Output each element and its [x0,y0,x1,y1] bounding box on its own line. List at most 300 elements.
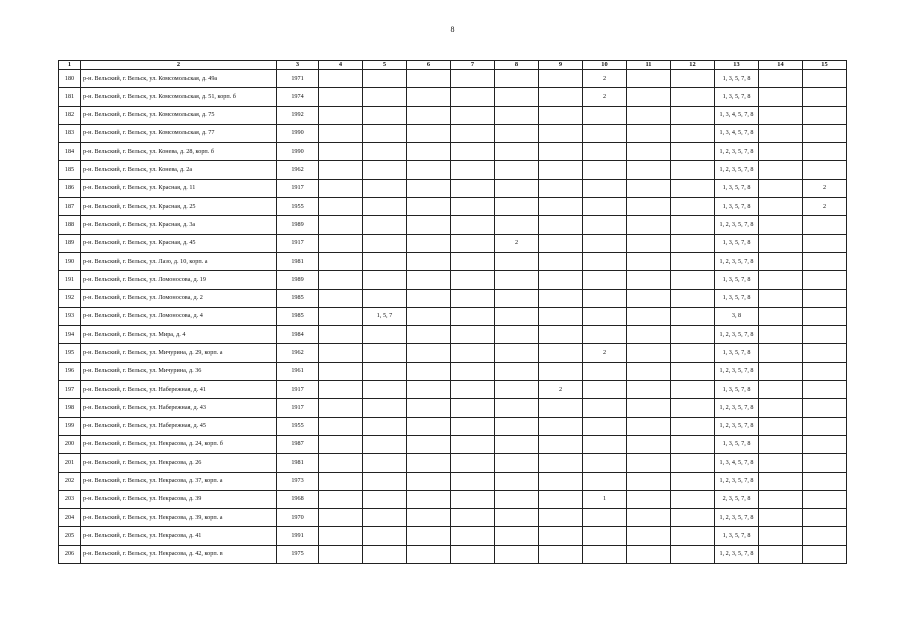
table-cell [759,472,803,490]
year-cell: 1961 [277,362,319,380]
address-cell: р-н. Вельский, г. Вельск, ул. Красная, д. 45 [81,234,277,252]
table-cell: 1, 3, 5, 7, 8 [715,70,759,88]
table-row [59,509,847,527]
table-cell: 1, 3, 5, 7, 8 [715,234,759,252]
table-cell [583,198,627,216]
table-cell: 1, 2, 3, 5, 7, 8 [715,545,759,563]
table-row [59,161,847,179]
address-cell: р-н. Вельский, г. Вельск, ул. Ломоносова, д. 19 [81,271,277,289]
table-row [59,381,847,399]
table-cell [539,454,583,472]
table-cell [759,252,803,270]
year-cell: 1981 [277,454,319,472]
year-cell: 1991 [277,527,319,545]
table-cell [495,124,539,142]
table-cell [363,454,407,472]
table-cell [627,454,671,472]
table-cell [495,454,539,472]
table-cell [319,344,363,362]
table-cell [495,252,539,270]
table-cell [803,216,847,234]
row-number-cell: 188 [59,216,81,234]
table-cell [407,106,451,124]
year-cell: 1971 [277,70,319,88]
address-cell: р-н. Вельский, г. Вельск, ул. Некрасова, д. 39, корп. а [81,509,277,527]
table-cell [759,399,803,417]
table-cell [583,435,627,453]
address-cell: р-н. Вельский, г. Вельск, ул. Некрасова, д. 41 [81,527,277,545]
table-cell [803,399,847,417]
table-cell [539,490,583,508]
table-cell [803,490,847,508]
table-cell [627,179,671,197]
table-cell [363,106,407,124]
table-cell [583,179,627,197]
table-cell [451,527,495,545]
page-number: 8 [450,25,455,34]
table-cell [451,307,495,325]
table-cell [319,417,363,435]
year-cell: 1975 [277,545,319,563]
table-cell: 1, 5, 7 [363,307,407,325]
table-cell [539,289,583,307]
row-number-cell: 193 [59,307,81,325]
table-cell [319,179,363,197]
table-row [59,435,847,453]
table-cell [583,472,627,490]
table-cell [539,143,583,161]
table-cell [319,161,363,179]
address-register-table [58,60,847,564]
row-number-cell: 201 [59,454,81,472]
table-cell [671,381,715,399]
table-cell [451,106,495,124]
table-cell [363,545,407,563]
table-cell [495,490,539,508]
table-cell [407,143,451,161]
table-cell: 2 [803,179,847,197]
table-row [59,399,847,417]
table-cell [627,88,671,106]
year-cell: 1962 [277,161,319,179]
table-cell [319,124,363,142]
row-number-cell: 190 [59,252,81,270]
year-cell: 1985 [277,289,319,307]
table-body [59,70,847,564]
year-cell: 1970 [277,509,319,527]
row-number-cell: 189 [59,234,81,252]
table-cell [407,70,451,88]
table-cell [407,179,451,197]
table-cell [583,326,627,344]
table-cell [539,70,583,88]
table-cell [671,271,715,289]
table-cell: 2 [803,198,847,216]
table-cell [671,509,715,527]
column-header: 12 [671,61,715,70]
table-cell [407,490,451,508]
table-cell [671,106,715,124]
column-header: 4 [319,61,363,70]
table-cell [671,88,715,106]
row-number-cell: 204 [59,509,81,527]
table-cell [363,490,407,508]
table-cell [495,417,539,435]
table-row [59,454,847,472]
row-number-cell: 196 [59,362,81,380]
table-row [59,198,847,216]
table-cell [627,143,671,161]
year-cell: 1990 [277,124,319,142]
table-row [59,490,847,508]
address-cell: р-н. Вельский, г. Вельск, ул. Набережная, д. 45 [81,417,277,435]
table-cell [319,399,363,417]
table-cell [451,289,495,307]
table-cell [759,490,803,508]
table-cell [319,70,363,88]
table-cell [583,124,627,142]
table-cell [671,454,715,472]
table-cell [451,326,495,344]
table-cell [671,399,715,417]
table-cell [407,234,451,252]
table-cell [451,417,495,435]
table-cell [627,216,671,234]
table-cell [803,545,847,563]
table-cell: 1, 3, 4, 5, 7, 8 [715,124,759,142]
table-cell [671,161,715,179]
table-cell [803,381,847,399]
address-cell: р-н. Вельский, г. Вельск, ул. Комсомольская, д. 51, корп. б [81,88,277,106]
table-cell [495,472,539,490]
table-cell [671,435,715,453]
table-cell: 2 [583,70,627,88]
table-cell [803,509,847,527]
table-cell [495,271,539,289]
table-cell: 1, 3, 5, 7, 8 [715,344,759,362]
address-cell: р-н. Вельский, г. Вельск, ул. Некрасова, д. 24, корп. б [81,435,277,453]
year-cell: 1968 [277,490,319,508]
table-cell [539,106,583,124]
table-cell [759,381,803,399]
table-cell [363,326,407,344]
table-cell [627,399,671,417]
table-cell [759,307,803,325]
address-cell: р-н. Вельский, г. Вельск, ул. Ломоносова, д. 2 [81,289,277,307]
address-cell: р-н. Вельский, г. Вельск, ул. Красная, д. 3а [81,216,277,234]
table-cell [671,344,715,362]
table-cell: 1, 2, 3, 5, 7, 8 [715,472,759,490]
table-cell [627,545,671,563]
table-cell [539,124,583,142]
table-cell [803,362,847,380]
table-cell [803,472,847,490]
table-cell [363,509,407,527]
table-cell [319,198,363,216]
table-cell [495,106,539,124]
address-cell: р-н. Вельский, г. Вельск, ул. Лазо, д. 10, корп. а [81,252,277,270]
table-cell [319,234,363,252]
table-cell [671,326,715,344]
year-cell: 1981 [277,252,319,270]
table-cell [451,70,495,88]
year-cell: 1989 [277,271,319,289]
table-cell [627,381,671,399]
table-cell [627,417,671,435]
table-cell [539,326,583,344]
table-cell [363,435,407,453]
table-row [59,326,847,344]
table-cell [539,545,583,563]
table-cell [363,198,407,216]
table-cell [539,271,583,289]
table-cell [583,234,627,252]
table-cell [407,545,451,563]
table-cell [803,326,847,344]
table-cell [803,454,847,472]
column-header: 2 [81,61,277,70]
address-cell: р-н. Вельский, г. Вельск, ул. Конева, д. 28, корп. б [81,143,277,161]
year-cell: 1974 [277,88,319,106]
table-cell [451,509,495,527]
table-cell [407,472,451,490]
year-cell: 1917 [277,381,319,399]
row-number-cell: 195 [59,344,81,362]
table-cell [319,454,363,472]
table-cell [759,527,803,545]
table-cell [451,124,495,142]
address-cell: р-н. Вельский, г. Вельск, ул. Набережная, д. 43 [81,399,277,417]
address-cell: р-н. Вельский, г. Вельск, ул. Комсомольская, д. 77 [81,124,277,142]
year-cell: 1955 [277,198,319,216]
address-cell: р-н. Вельский, г. Вельск, ул. Мира, д. 4 [81,326,277,344]
column-header: 14 [759,61,803,70]
table-cell [363,161,407,179]
table-cell: 1, 2, 3, 5, 7, 8 [715,417,759,435]
address-cell: р-н. Вельский, г. Вельск, ул. Комсомольская, д. 75 [81,106,277,124]
table-cell: 1, 3, 5, 7, 8 [715,271,759,289]
table-cell [759,509,803,527]
table-cell [451,399,495,417]
table-cell [363,289,407,307]
table-cell: 1, 3, 5, 7, 8 [715,179,759,197]
table-cell: 1, 3, 5, 7, 8 [715,381,759,399]
table-cell [495,143,539,161]
table-cell [451,344,495,362]
table-cell [363,179,407,197]
table-cell: 1, 3, 5, 7, 8 [715,198,759,216]
table-cell [451,381,495,399]
row-number-cell: 184 [59,143,81,161]
table-cell [539,198,583,216]
table-cell [407,161,451,179]
year-cell: 1973 [277,472,319,490]
table-row [59,545,847,563]
table-cell [627,509,671,527]
table-cell [759,289,803,307]
table-cell [583,545,627,563]
table-cell [627,289,671,307]
table-cell [583,106,627,124]
table-cell: 1, 2, 3, 5, 7, 8 [715,216,759,234]
address-cell: р-н. Вельский, г. Вельск, ул. Некрасова, д. 42, корп. в [81,545,277,563]
table-row [59,70,847,88]
address-cell: р-н. Вельский, г. Вельск, ул. Набережная, д. 41 [81,381,277,399]
table-cell [407,344,451,362]
row-number-cell: 199 [59,417,81,435]
address-cell: р-н. Вельский, г. Вельск, ул. Некрасова, д. 26 [81,454,277,472]
table-cell [759,161,803,179]
table-row [59,271,847,289]
table-cell [363,344,407,362]
table-cell [363,234,407,252]
table-cell [627,252,671,270]
table-cell [803,88,847,106]
year-cell: 1955 [277,417,319,435]
table-cell [803,234,847,252]
table-cell [451,88,495,106]
table-cell [759,198,803,216]
year-cell: 1989 [277,216,319,234]
table-cell [539,509,583,527]
table-cell: 2, 3, 5, 7, 8 [715,490,759,508]
column-header: 5 [363,61,407,70]
table-cell [583,307,627,325]
table-cell [671,490,715,508]
year-cell: 1984 [277,326,319,344]
table-cell [451,271,495,289]
column-header: 1 [59,61,81,70]
table-cell [803,106,847,124]
table-cell: 2 [539,381,583,399]
table-cell [671,198,715,216]
address-cell: р-н. Вельский, г. Вельск, ул. Красная, д. 11 [81,179,277,197]
table-cell [407,381,451,399]
table-cell [319,106,363,124]
table-cell [627,198,671,216]
table-cell [671,234,715,252]
table-cell [407,307,451,325]
table-cell [671,307,715,325]
table-cell: 1, 3, 4, 5, 7, 8 [715,454,759,472]
table-cell [451,545,495,563]
table-cell [539,344,583,362]
table-cell [495,344,539,362]
table-cell [759,417,803,435]
table-cell [627,344,671,362]
table-row [59,234,847,252]
table-cell [803,289,847,307]
table-cell [759,88,803,106]
column-header: 10 [583,61,627,70]
table-cell [319,289,363,307]
row-number-cell: 181 [59,88,81,106]
address-cell: р-н. Вельский, г. Вельск, ул. Красная, д. 25 [81,198,277,216]
table-cell [495,289,539,307]
table-cell [583,143,627,161]
table-cell [539,399,583,417]
table-cell [671,289,715,307]
row-number-cell: 192 [59,289,81,307]
row-number-cell: 200 [59,435,81,453]
table-cell [759,545,803,563]
table-cell [539,307,583,325]
table-cell [759,106,803,124]
table-cell [803,161,847,179]
table-cell [627,326,671,344]
table-cell [671,362,715,380]
row-number-cell: 182 [59,106,81,124]
year-cell: 1917 [277,234,319,252]
table-cell [407,289,451,307]
table-cell [451,234,495,252]
table-cell [319,527,363,545]
table-cell [495,399,539,417]
table-cell [539,216,583,234]
table-row [59,252,847,270]
column-header: 8 [495,61,539,70]
table-cell [803,527,847,545]
table-row [59,472,847,490]
table-cell [363,124,407,142]
table-cell [627,472,671,490]
table-cell: 1, 3, 5, 7, 8 [715,88,759,106]
table-cell [363,399,407,417]
row-number-cell: 205 [59,527,81,545]
table-cell [627,124,671,142]
table-cell [451,143,495,161]
table-cell [539,417,583,435]
table-cell [407,454,451,472]
table-cell [407,252,451,270]
table-cell [451,216,495,234]
table-cell [319,88,363,106]
table-cell [627,362,671,380]
table-cell [407,435,451,453]
row-number-cell: 194 [59,326,81,344]
table-cell [539,362,583,380]
table-cell: 2 [495,234,539,252]
table-cell [583,509,627,527]
table-row [59,362,847,380]
table-cell [583,216,627,234]
table-cell: 2 [583,344,627,362]
table-cell [671,527,715,545]
table-cell: 3, 8 [715,307,759,325]
table-cell [407,509,451,527]
row-number-cell: 197 [59,381,81,399]
table-cell [407,326,451,344]
table-cell [363,472,407,490]
table-cell [319,362,363,380]
table-cell [363,417,407,435]
table-row [59,143,847,161]
year-cell: 1917 [277,179,319,197]
table-cell: 1, 2, 3, 5, 7, 8 [715,252,759,270]
table-cell [495,88,539,106]
table-cell [495,381,539,399]
table-cell [583,362,627,380]
table-cell [583,527,627,545]
table-cell [759,143,803,161]
table-cell [451,454,495,472]
table-cell [319,143,363,161]
table-cell [407,88,451,106]
column-header: 3 [277,61,319,70]
table-cell [539,435,583,453]
table-cell [671,143,715,161]
table-cell [319,545,363,563]
